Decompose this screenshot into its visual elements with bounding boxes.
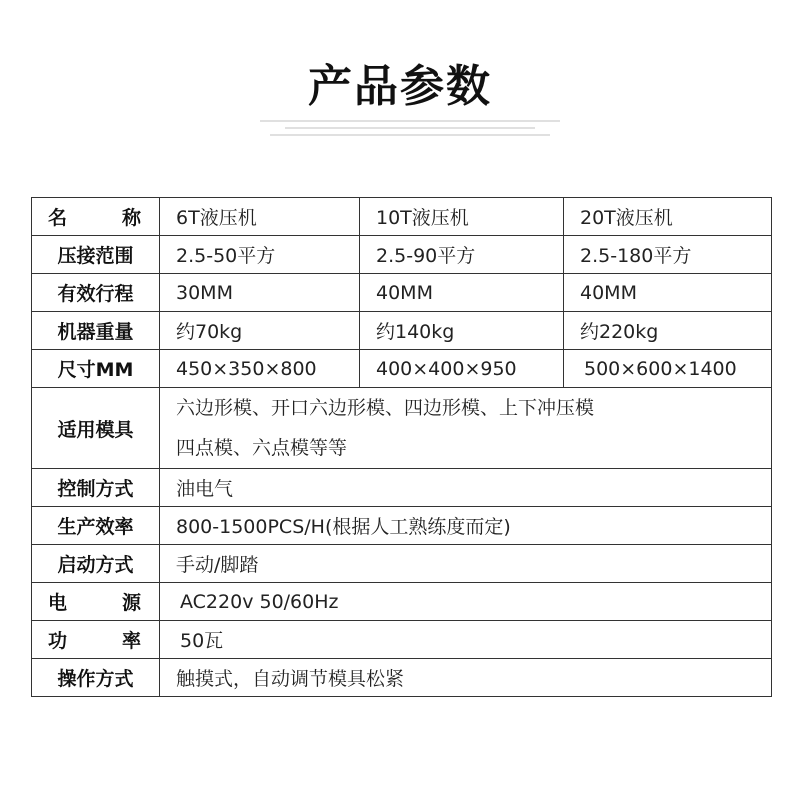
table-row	[32, 198, 772, 236]
table-row	[32, 621, 772, 659]
table-row	[32, 659, 772, 697]
table-cell: 20T液压机	[564, 198, 772, 236]
table-row	[32, 312, 772, 350]
table-row	[32, 388, 772, 469]
table-cell: 约140kg	[360, 312, 564, 350]
cell-line: 四点模、六点模等等	[176, 437, 348, 459]
row-label: 有效行程	[32, 274, 160, 312]
table-cell: 40MM	[360, 274, 564, 312]
row-label: 尺寸MM	[32, 350, 160, 388]
table-cell: 约220kg	[564, 312, 772, 350]
row-label: 控制方式	[32, 469, 160, 507]
row-label: 生产效率	[32, 507, 160, 545]
table-cell: 800-1500PCS/H(根据人工熟练度而定)	[160, 507, 772, 545]
table-cell: 50瓦	[160, 621, 772, 659]
table-row	[32, 583, 772, 621]
row-label: 适用模具	[32, 388, 160, 469]
table-row	[32, 469, 772, 507]
table-cell: 油电气	[160, 469, 772, 507]
row-label: 电 源	[32, 583, 160, 621]
table-cell: 6T液压机	[160, 198, 360, 236]
row-label: 功 率	[32, 621, 160, 659]
row-label: 名 称	[32, 198, 160, 236]
table-cell: AC220v 50/60Hz	[160, 583, 772, 621]
table-row	[32, 274, 772, 312]
table-cell: 450×350×800	[160, 350, 360, 388]
decorative-text-lines	[250, 117, 570, 145]
table-cell: 2.5-90平方	[360, 236, 564, 274]
spec-table	[31, 197, 772, 697]
row-label: 机器重量	[32, 312, 160, 350]
row-label: 压接范围	[32, 236, 160, 274]
table-cell: 10T液压机	[360, 198, 564, 236]
table-row	[32, 507, 772, 545]
table-cell-multiline	[160, 388, 772, 469]
row-label: 操作方式	[32, 659, 160, 697]
table-cell: 2.5-180平方	[564, 236, 772, 274]
table-cell: 400×400×950	[360, 350, 564, 388]
cell-line: 六边形模、开口六边形模、四边形模、上下冲压模	[176, 397, 595, 419]
table-cell: 手动/脚踏	[160, 545, 772, 583]
table-cell: 约70kg	[160, 312, 360, 350]
row-label: 启动方式	[32, 545, 160, 583]
table-cell: 500×600×1400	[564, 350, 772, 388]
table-row	[32, 236, 772, 274]
table-cell: 40MM	[564, 274, 772, 312]
table-cell: 30MM	[160, 274, 360, 312]
table-cell: 2.5-50平方	[160, 236, 360, 274]
page-title: 产品参数	[308, 61, 492, 112]
table-row	[32, 545, 772, 583]
table-cell: 触摸式，自动调节模具松紧	[160, 659, 772, 697]
table-row	[32, 350, 772, 388]
